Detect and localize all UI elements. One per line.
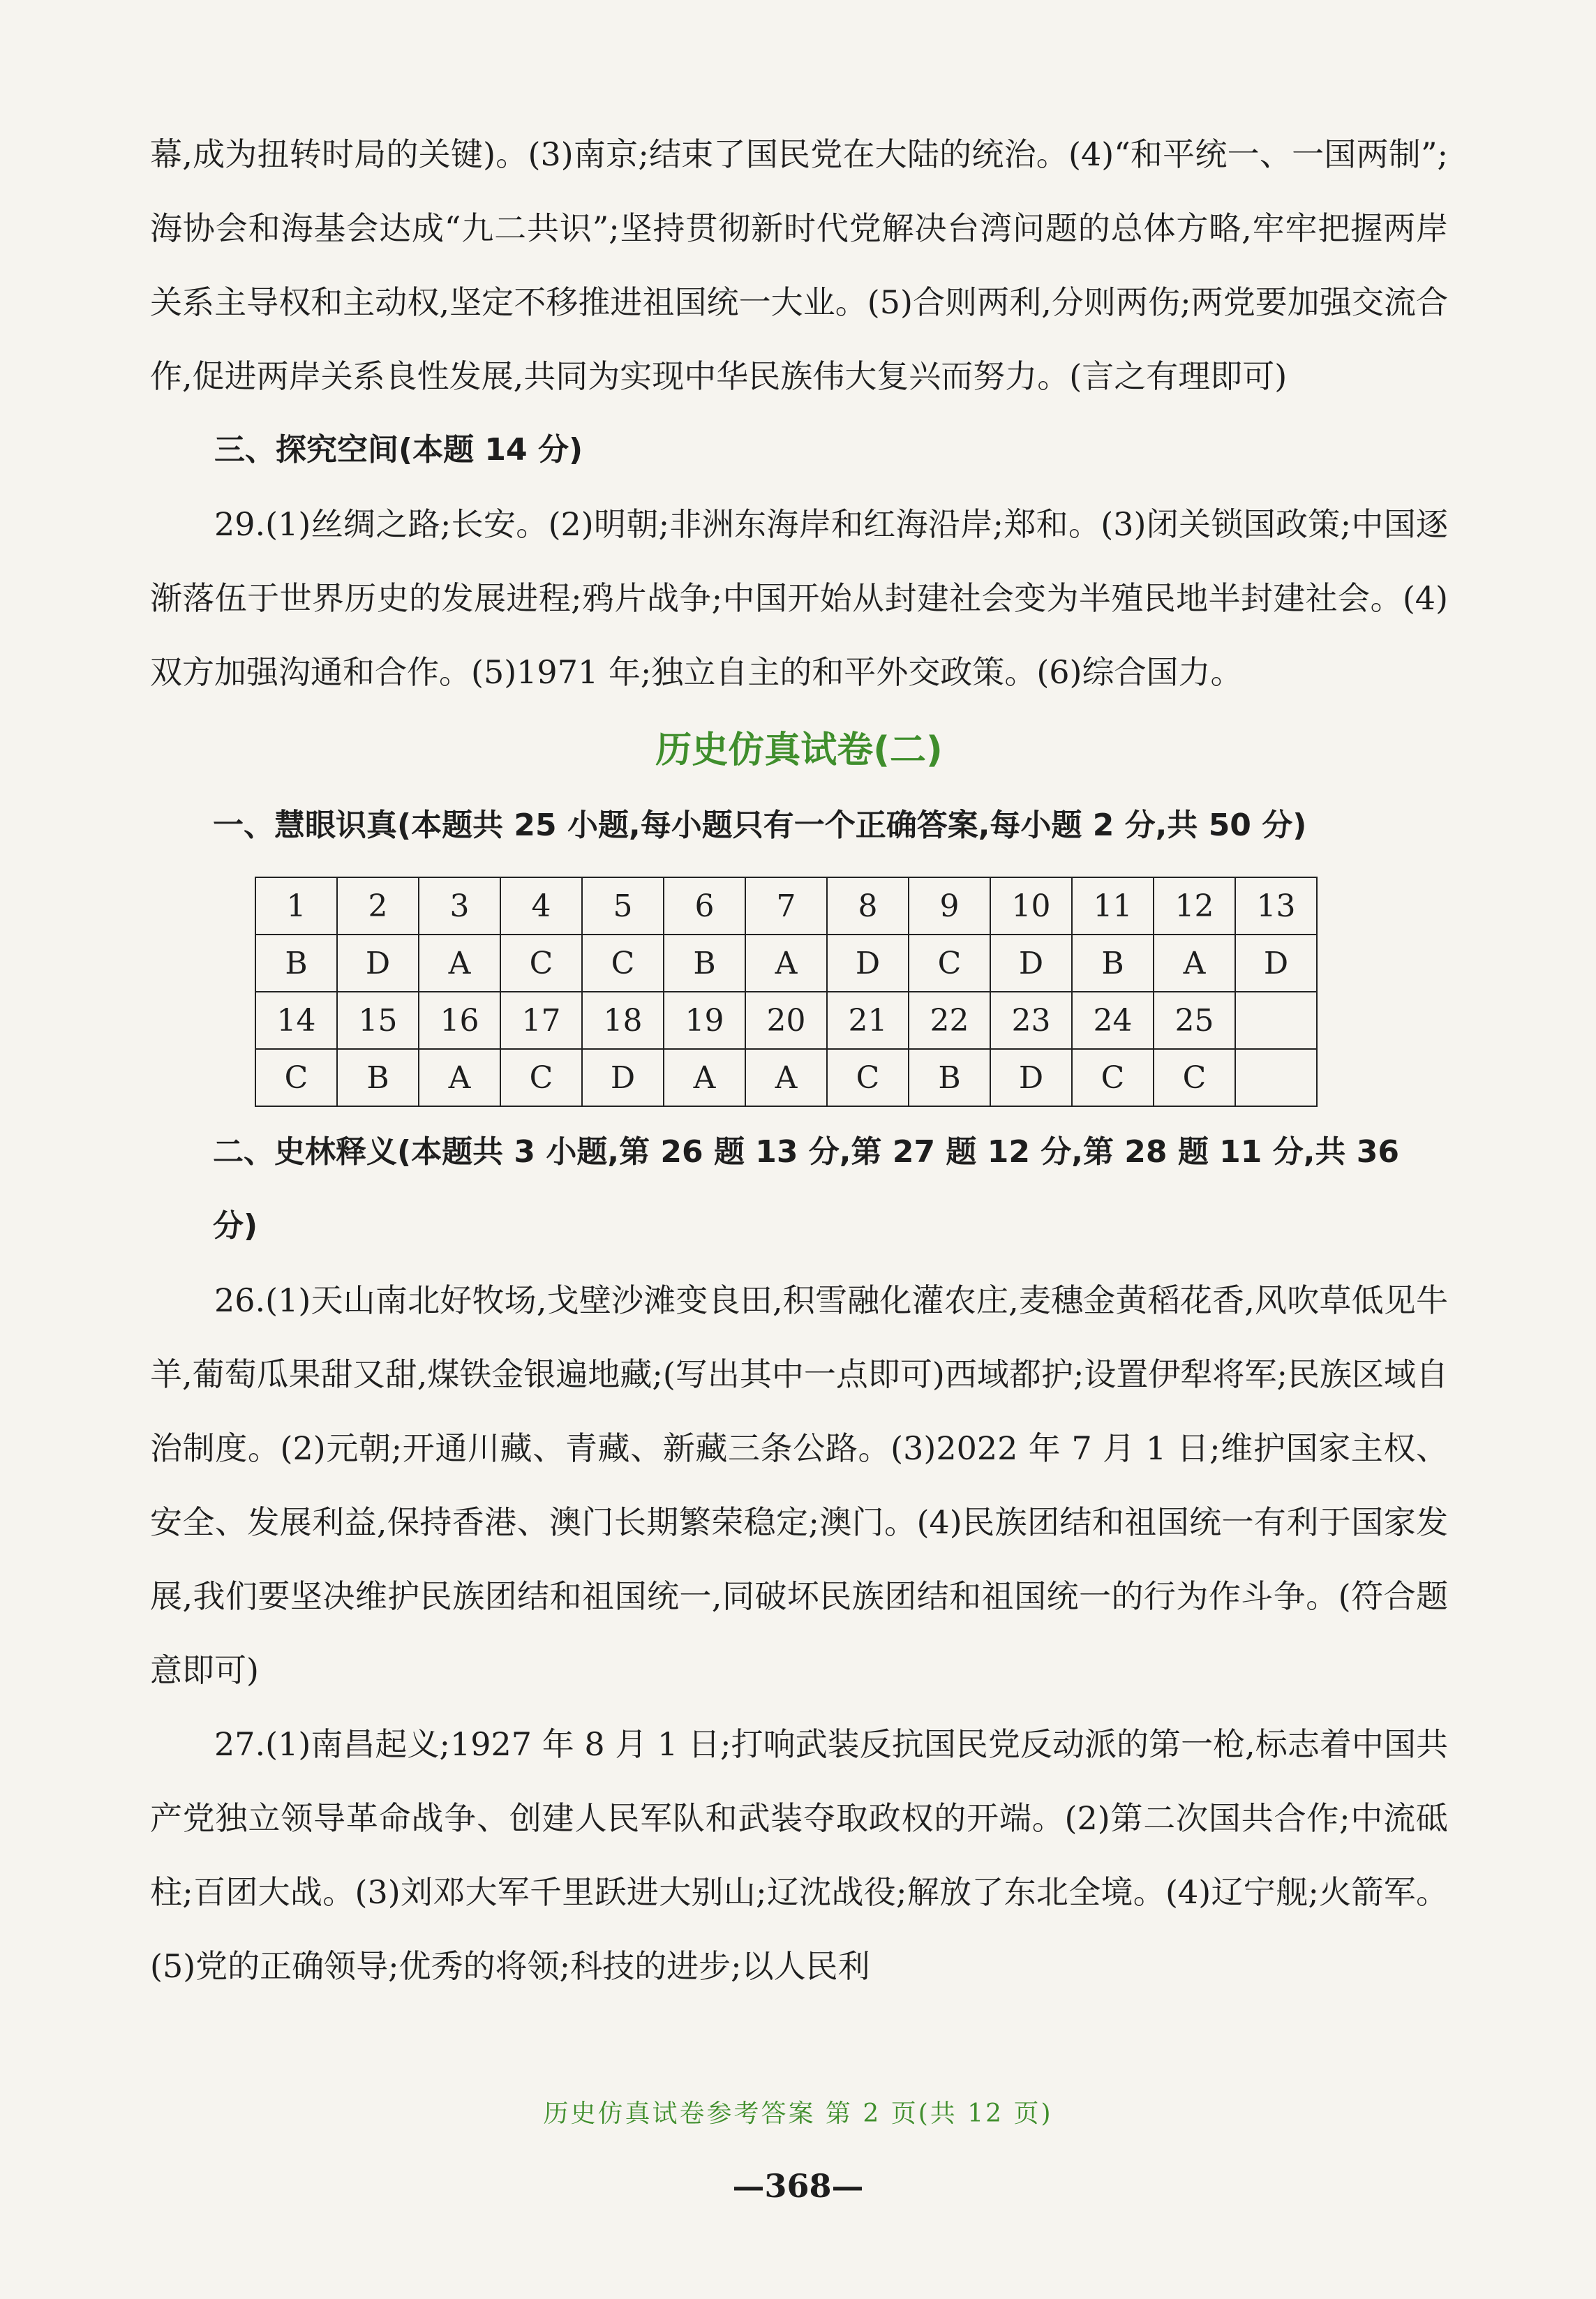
answer-table-cell: 9 [909,877,990,935]
answer-table-cell: 7 [745,877,827,935]
answer-table-cell: 22 [909,992,990,1049]
answer-table-cell: D [337,935,419,992]
answer-table-cell: D [990,1049,1072,1106]
answer-table-cell: B [909,1049,990,1106]
answer-table-cell: 8 [827,877,909,935]
answer-table-cell: 13 [1235,877,1317,935]
part2-heading: 二、史林释义(本题共 3 小题,第 26 题 13 分,第 27 题 12 分,第 28 题 11 分,共 36 分) [213,1134,1399,1244]
answer-table-cell: A [419,1049,500,1106]
answer-table-cell: B [337,1049,419,1106]
answer-table-cell: D [1235,935,1317,992]
answer-table-cell: 11 [1072,877,1154,935]
answer-table-row [255,877,1317,935]
answer-table-row [255,1049,1317,1106]
answer-table-cell: 23 [990,992,1072,1049]
answer-table-cell: A [745,1049,827,1106]
answer-table-cell: 19 [664,992,745,1049]
answer-table-cell: 12 [1154,877,1235,935]
answer-table-cell: C [500,1049,582,1106]
answer-table-cell: 15 [337,992,419,1049]
answer-table [255,877,1318,1107]
answer-29: 29.(1)丝绸之路;长安。(2)明朝;非洲东海岸和红海沿岸;郑和。(3)闭关锁国政策;中国逐渐落伍于世界历史的发展进程;鸦片战争;中国开始从封建社会变为半殖民地半封建社会。(4)双方加强沟通和合作。(5)1971 年;独立自主的和平外交政策。(6)综合国力。 [150,505,1448,691]
answer-table-cell: 6 [664,877,745,935]
answer-table-cell: A [419,935,500,992]
answer-table-cell: 16 [419,992,500,1049]
answer-table-cell: D [827,935,909,992]
exam-title: 历史仿真试卷(二) [655,729,943,771]
answer-table-cell: 3 [419,877,500,935]
answer-table-row [255,935,1317,992]
part1-heading: 一、慧眼识真(本题共 25 小题,每小题只有一个正确答案,每小题 2 分,共 50 分) [213,808,1307,843]
answer-table-cell: 10 [990,877,1072,935]
answer-table-cell: 18 [582,992,664,1049]
answer-table-cell: 1 [255,877,337,935]
answer-table-cell: 21 [827,992,909,1049]
answer-table-cell: B [255,935,337,992]
answer-table-cell: 25 [1154,992,1235,1049]
answer-table-cell: 4 [500,877,582,935]
answer-table-cell: C [1072,1049,1154,1106]
section-heading-inquiry: 三、探究空间(本题 14 分) [214,432,583,468]
answer-table-cell: B [664,935,745,992]
answer-table-cell: 20 [745,992,827,1049]
answer-table-cell: A [745,935,827,992]
answer-table-cell [1235,992,1317,1049]
paragraph-continued: 幕,成为扭转时局的关键)。(3)南京;结束了国民党在大陆的统治。(4)“和平统一、一国两制”;海协会和海基会达成“九二共识”;坚持贯彻新时代党解决台湾问题的总体方略,牢牢把握两岸关系主导权和主动权,坚定不移推进祖国统一大业。(5)合则两利,分则两伤;两党要加强交流合作,促进两岸关系良性发展,共同为实现中华民族伟大复兴而努力。(言之有理即可) [150,135,1448,395]
answer-table-cell: C [255,1049,337,1106]
page-content [150,117,1448,2003]
answer-table-cell: A [1154,935,1235,992]
answer-table-cell: 17 [500,992,582,1049]
page-number: —368— [732,2167,864,2205]
answer-table-cell: C [1154,1049,1235,1106]
answer-table-cell: C [582,935,664,992]
answer-table-row [255,992,1317,1049]
answer-table-cell: C [909,935,990,992]
answer-table-cell: C [500,935,582,992]
answer-table-cell: A [664,1049,745,1106]
answer-table-cell: D [990,935,1072,992]
answer-table-cell: 24 [1072,992,1154,1049]
running-footer: 历史仿真试卷参考答案 第 2 页(共 12 页) [543,2099,1053,2128]
answer-table-cell: B [1072,935,1154,992]
answer-table-cell: D [582,1049,664,1106]
answer-27: 27.(1)南昌起义;1927 年 8 月 1 日;打响武装反抗国民党反动派的第一枪,标志着中国共产党独立领导革命战争、创建人民军队和武装夺取政权的开端。(2)第二次国共合作;中流砥柱;百团大战。(3)刘邓大军千里跃进大别山;辽沈战役;解放了东北全境。(4)辽宁舰;火箭军。(5)党的正确领导;优秀的将领;科技的进步;以人民利 [150,1725,1448,1985]
answer-table-cell: C [827,1049,909,1106]
answer-table-cell: 5 [582,877,664,935]
answer-table-cell: 14 [255,992,337,1049]
answer-table-cell [1235,1049,1317,1106]
answer-table-cell: 2 [337,877,419,935]
answer-26: 26.(1)天山南北好牧场,戈壁沙滩变良田,积雪融化灌农庄,麦穗金黄稻花香,风吹草低见牛羊,葡萄瓜果甜又甜,煤铁金银遍地藏;(写出其中一点即可)西域都护;设置伊犁将军;民族区域自治制度。(2)元朝;开通川藏、青藏、新藏三条公路。(3)2022 年 7 月 1 日;维护国家主权、安全、发展利益,保持香港、澳门长期繁荣稳定;澳门。(4)民族团结和祖国统一有利于国家发展,我们要坚决维护民族团结和祖国统一,同破坏民族团结和祖国统一的行为作斗争。(符合题意即可) [150,1281,1448,1689]
